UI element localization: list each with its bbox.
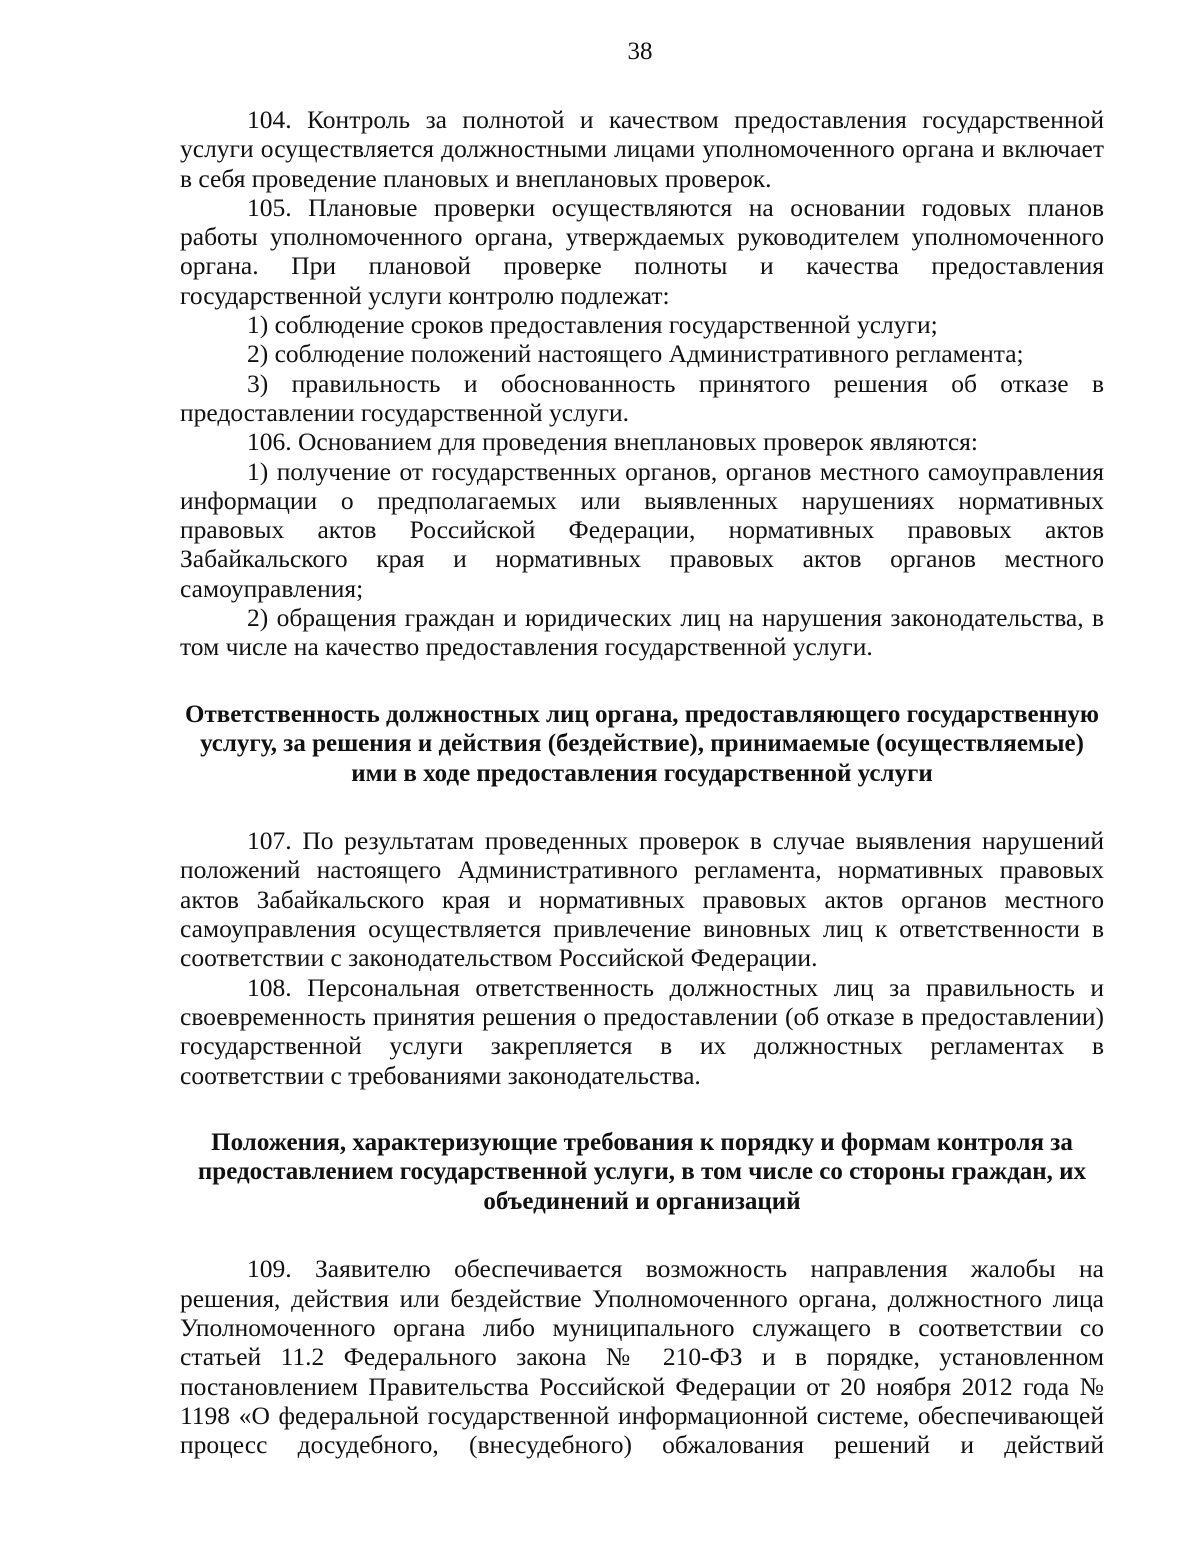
spacer — [180, 1090, 1104, 1128]
document-body — [180, 105, 1104, 1459]
spacer — [180, 1216, 1104, 1254]
paragraph-107: 107. По результатам проведенных проверок в случае выявления нарушений положений настоящего Административного регламента, нормативных правовых актов Забайкальского края и нормативных правовых актов органов местного самоуправления осуществляется привлечение виновных лиц к ответственности в соответствии с законодательством Российской Федерации. — [180, 826, 1104, 973]
section-heading-responsibility: Ответственность должностных лиц органа, предоставляющего государственную услугу, за решения и действия (бездействие), принимаемые (осуществляемые) ими в ходе предоставления государственной услуги — [185, 700, 1099, 787]
paragraph-104: 104. Контроль за полнотой и качеством предоставления государственной услуги осуществляется должностными лицами уполномоченного органа и включает в себя проведение плановых и внеплановых проверок. — [180, 105, 1104, 193]
list-item-106-2: 2) обращения граждан и юридических лиц на нарушения законодательства, в том числе на качество предоставления государственной услуги. — [180, 603, 1104, 662]
paragraph-108: 108. Персональная ответственность должностных лиц за правильность и своевременность принятия решения о предоставлении (об отказе в предоставлении) государственной услуги закрепляется в их должностных регламентах в соответствии с требованиями законодательства. — [180, 972, 1104, 1090]
section-heading-control-provisions: Положения, характеризующие требования к порядку и формам контроля за предоставлением государственной услуги, в том числе со стороны граждан, их объединений и организаций — [197, 1128, 1087, 1215]
paragraph-105: 105. Плановые проверки осуществляются на основании годовых планов работы уполномоченного органа, утверждаемых руководителем уполномоченного органа. При плановой проверке полноты и качества предоставления государственной услуги контролю подлежат: — [180, 192, 1104, 310]
page-number: 38 — [627, 38, 653, 65]
list-item-105-1: 1) соблюдение сроков предоставления государственной услуги; — [247, 310, 938, 340]
list-item-106-1: 1) получение от государственных органов, органов местного самоуправления информации о предполагаемых или выявленных нарушениях нормативных правовых актов Российской Федерации, нормативных правовых актов Забайкальского края и нормативных правовых актов органов местного самоуправления; — [180, 456, 1104, 603]
paragraph-109: 109. Заявителю обеспечивается возможность направления жалобы на решения, действия или бездействие Уполномоченного органа, должностного лица Уполномоченного органа либо муниципального служащего в соответствии со статьей 11.2 Федерального закона № 210-ФЗ и в порядке, установленном постановлением Правительства Российской Федерации от 20 ноября 2012 года № 1198 «О федеральной государственной информационной системе, обеспечивающей процесс досудебного, (внесудебного) обжалования решений и действий — [180, 1254, 1104, 1460]
spacer — [180, 662, 1104, 700]
list-item-105-3: 3) правильность и обоснованность принятого решения об отказе в предоставлении государственной услуги. — [180, 368, 1104, 427]
list-item-105-2: 2) соблюдение положений настоящего Административного регламента; — [247, 339, 1024, 369]
spacer — [180, 788, 1104, 826]
paragraph-106: 106. Основанием для проведения внеплановых проверок являются: — [247, 427, 978, 457]
